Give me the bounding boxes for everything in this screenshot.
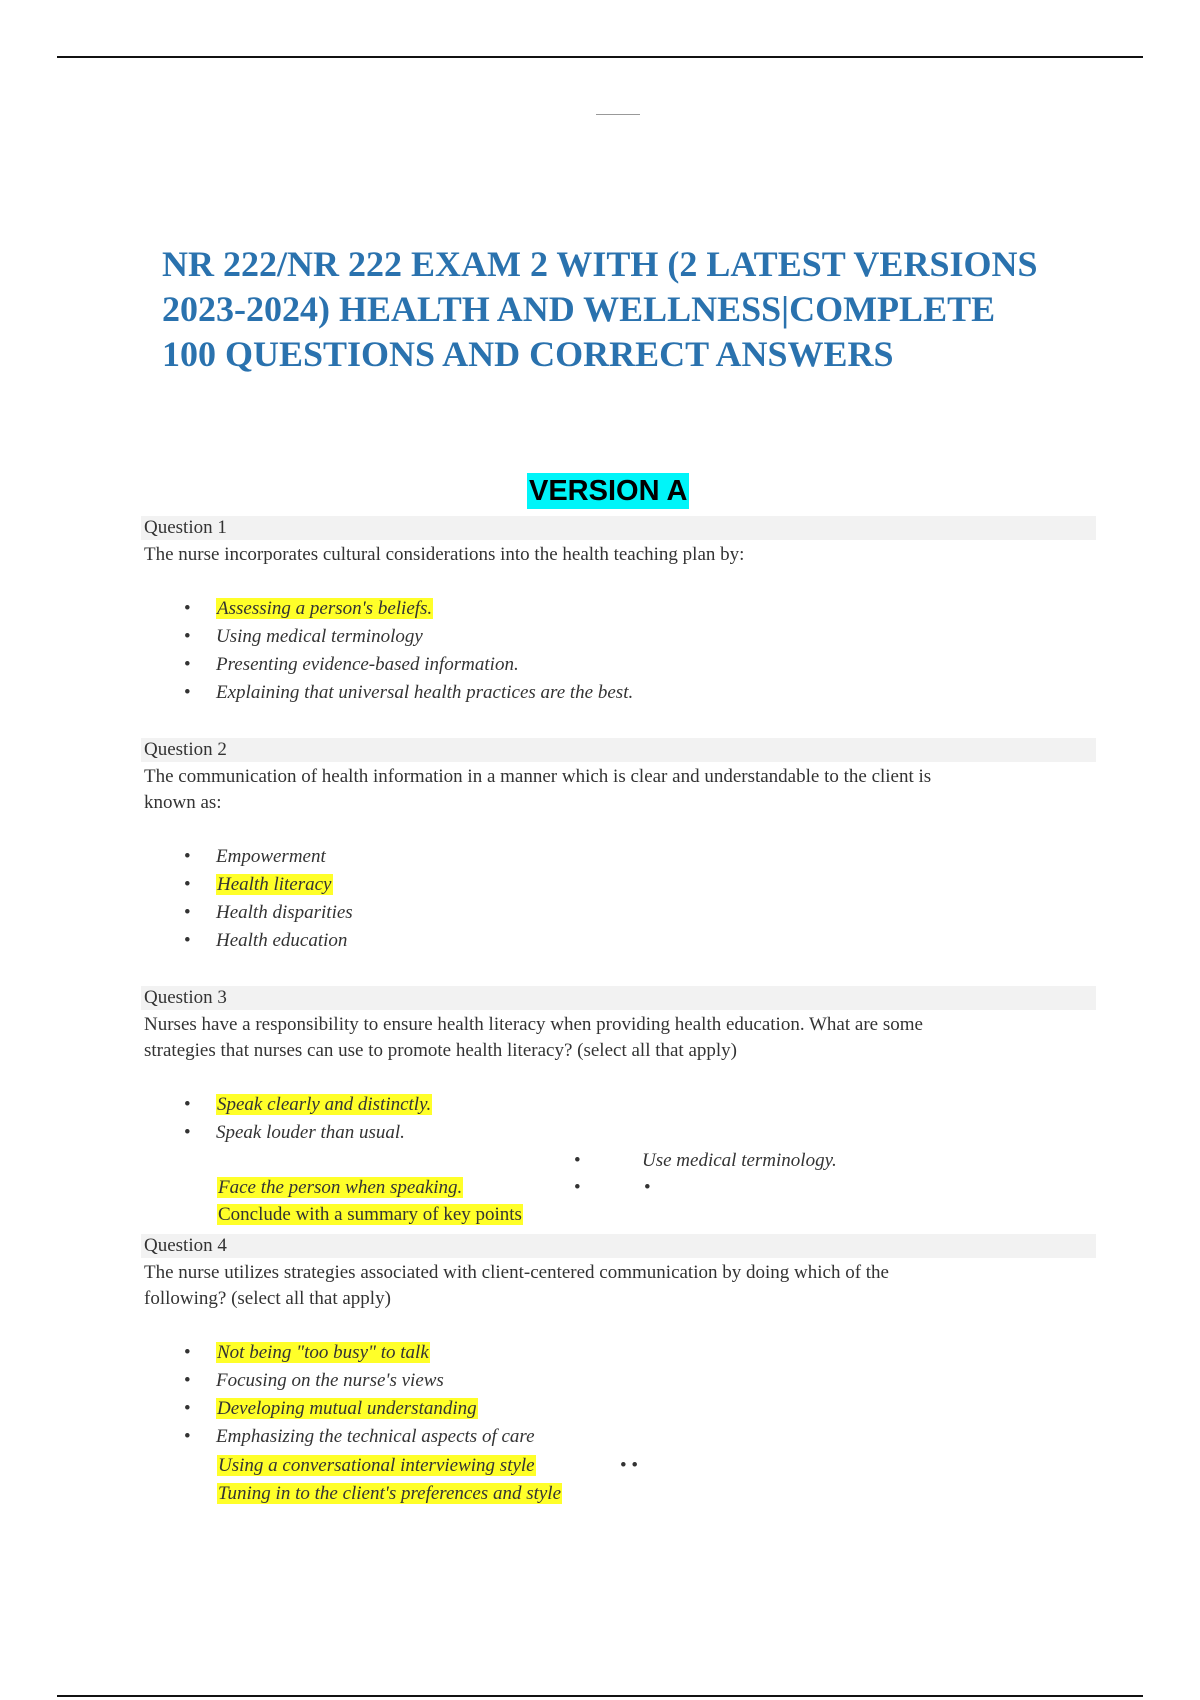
q3-option-1: • Speak clearly and distinctly. — [184, 1094, 432, 1115]
q1-option-3-text: Presenting evidence-based information. — [216, 654, 519, 675]
q4-option-5-text: Using a conversational interviewing style — [218, 1455, 535, 1476]
q3-option-5-text: Conclude with a summary of key points — [218, 1204, 522, 1225]
question-4-text-line-1: The nurse utilizes strategies associated with client-centered communication by doing which of the — [144, 1262, 889, 1283]
q2-option-3-text: Health disparities — [216, 902, 353, 923]
q3-option-1-text: Speak clearly and distinctly. — [217, 1094, 432, 1115]
title-line-3: 100 QUESTIONS AND CORRECT ANSWERS — [162, 334, 894, 374]
q2-option-2: • Health literacy — [184, 874, 332, 895]
top-rule — [57, 56, 1143, 58]
q2-option-2-text: Health literacy — [217, 874, 332, 895]
question-1-text: The nurse incorporates cultural considerations into the health teaching plan by: — [144, 544, 745, 565]
question-3-header: Question 3 — [141, 986, 1096, 1010]
q3-option-4 — [217, 1175, 463, 1201]
document-title — [162, 242, 1102, 377]
q4-option-2: • Focusing on the nurse's views — [184, 1370, 444, 1391]
bottom-rule — [57, 1695, 1143, 1697]
q4-option-6-text: Tuning in to the client's preferences and style — [218, 1483, 562, 1504]
q3-option-5 — [217, 1202, 523, 1228]
q2-option-1: • Empowerment — [184, 846, 326, 867]
question-4-header: Question 4 — [141, 1234, 1096, 1258]
q3-bullet-c: • — [644, 1177, 651, 1198]
q2-option-4: • Health education — [184, 930, 348, 951]
question-4-text-line-2: following? (select all that apply) — [144, 1288, 391, 1309]
q3-option-2: • Speak louder than usual. — [184, 1122, 405, 1143]
q1-option-4-text: Explaining that universal health practices are the best. — [216, 682, 634, 703]
q1-option-4: • Explaining that universal health practices are the best. — [184, 682, 634, 703]
question-3-text-line-2: strategies that nurses can use to promote health literacy? (select all that apply) — [144, 1040, 737, 1061]
q3-bullet-a: • — [574, 1150, 581, 1171]
q4-option-2-text: Focusing on the nurse's views — [216, 1370, 444, 1391]
q4-bullets: • • — [620, 1455, 639, 1476]
q2-option-4-text: Health education — [216, 930, 348, 951]
question-1-header: Question 1 — [141, 516, 1096, 540]
q3-bullet-b: • — [574, 1177, 581, 1198]
q1-option-3: • Presenting evidence-based information. — [184, 654, 519, 675]
question-3-text-line-1: Nurses have a responsibility to ensure health literacy when providing health education. What are some — [144, 1014, 923, 1035]
q4-option-4: • Emphasizing the technical aspects of care — [184, 1426, 535, 1447]
q1-option-1: • Assessing a person's beliefs. — [184, 598, 433, 619]
q1-option-2-text: Using medical terminology — [216, 626, 423, 647]
q4-option-1: • Not being "too busy" to talk — [184, 1342, 429, 1363]
q4-option-1-text: Not being "too busy" to talk — [217, 1342, 429, 1363]
q4-option-6 — [217, 1481, 562, 1507]
q2-option-3: • Health disparities — [184, 902, 353, 923]
q3-option-3-text: Use medical terminology. — [642, 1150, 837, 1171]
q1-option-1-text: Assessing a person's beliefs. — [217, 598, 433, 619]
question-2-text-line-1: The communication of health information in a manner which is clear and understandable to the client is — [144, 766, 932, 787]
question-2-header: Question 2 — [141, 738, 1096, 762]
q4-option-3: • Developing mutual understanding — [184, 1398, 477, 1419]
q3-option-4-text: Face the person when speaking. — [218, 1177, 463, 1198]
question-2-text-line-2: known as: — [144, 792, 222, 813]
q1-option-2: • Using medical terminology — [184, 626, 423, 647]
q4-option-4-text: Emphasizing the technical aspects of care — [216, 1426, 535, 1447]
version-label: VERSION A — [529, 475, 688, 507]
q2-option-1-text: Empowerment — [216, 846, 326, 867]
q3-option-2-text: Speak louder than usual. — [216, 1122, 405, 1143]
q4-option-3-text: Developing mutual understanding — [217, 1398, 477, 1419]
title-line-2: 2023-2024) HEALTH AND WELLNESS|COMPLETE — [162, 289, 996, 329]
title-line-1: NR 222/NR 222 EXAM 2 WITH (2 LATEST VERSIONS — [162, 244, 1038, 284]
header-mark — [596, 114, 640, 115]
q4-option-5 — [217, 1453, 536, 1479]
